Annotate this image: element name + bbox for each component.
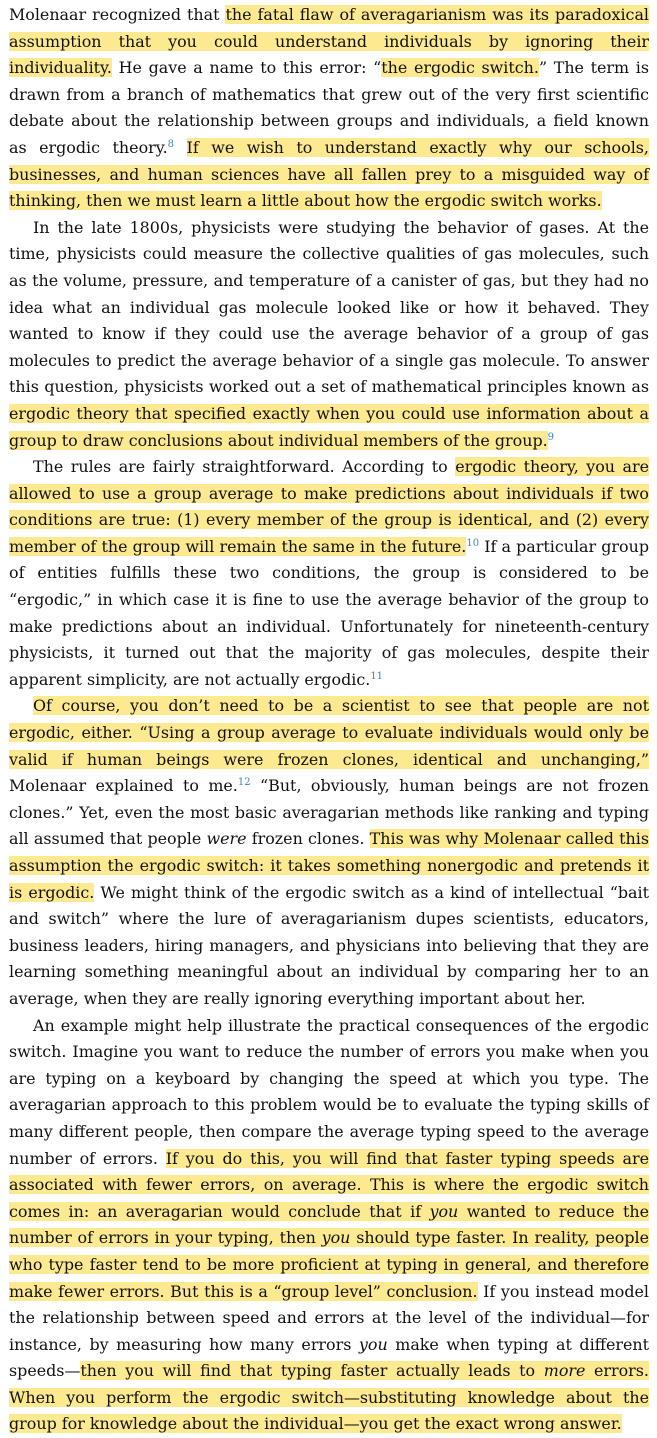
highlighted-text: If we wish to understand exactly why our schools, businesses, and human sciences have all fallen prey to a misguided way of thinking, then we must learn a little about how the ergodic switch works. xyxy=(9,137,649,211)
text-run: Molenaar recognized that xyxy=(9,5,226,24)
text-run: An example might help illustrate the practical consequences of the ergodic switch. Imagine you want to reduce the number of errors you make when you are typing on a keyboard by changing the speed at which you type. The averagarian approach to this problem would be to evaluate the typing skills of many different people, then compare the average typing speed to the average number of errors. xyxy=(9,1015,649,1168)
paragraph-4 xyxy=(9,693,649,1012)
highlighted-text: ergodic theory, you are allowed to use a group average to make predictions about individuals if two conditions are true: (1) every member of the group is identical, and (2) every member of the group will remain the same in the future. xyxy=(9,457,649,556)
highlighted-text: ergodic theory that specified exactly when you could use information about a group to draw conclusions about individual members of the group. xyxy=(9,403,649,450)
text-run: “But, obviously, human beings are not frozen clones.” Yet, even the most basic averagarian methods like ranking and typing all assumed that people xyxy=(9,776,650,849)
highlighted-text: If you do this, you will find that faster typing speeds are associated with fewer errors, on average. This is where the ergodic switch comes in: an averagarian would conclude that if xyxy=(9,1148,649,1221)
highlighted-text: errors. xyxy=(585,1361,649,1381)
highlighted-text: you xyxy=(429,1201,459,1221)
text-run xyxy=(174,138,187,157)
highlighted-text: you xyxy=(321,1228,351,1248)
paragraph-3 xyxy=(9,454,649,693)
text-run: Molenaar explained to me. xyxy=(9,776,238,796)
text-run: In the late 1800s, physicists were studying the behavior of gases. At the time, physicists could measure the collective qualities of gas molecules, such as the volume, pressure, and temperature of a canister of gas, but they had no idea what an individual gas molecule looked like or how it behaved. They wanted to know if they could use the average behavior of a group of gas molecules to predict the average behavior of a single gas molecule. To answer this question, physicists worked out a set of mathematical principles known as xyxy=(9,217,649,397)
text-run: If you instead model the relationship between speed and errors at the level of the individual—for instance, by measuring how many errors xyxy=(9,1281,649,1354)
footnote-ref[interactable]: 9 xyxy=(547,431,555,443)
highlighted-text: wanted to reduce the number of errors in your typing, then xyxy=(9,1201,649,1248)
text-run: We might think of the ergodic switch as a kind of intellectual “bait and switch” where the lure of averagarianism dupes scientists, educators, business leaders, hiring managers, and physicians into believing that they are learning something meaningful about an individual by comparing her to an average, when they are really ignoring everything important about her. xyxy=(9,882,650,1008)
paragraph-5 xyxy=(9,1013,649,1438)
text-run: make when typing at different speeds— xyxy=(9,1334,649,1381)
text-run: ” The term is drawn from a branch of mathematics that grew out of the very first scientific debate about the relationship between groups and individuals, a field known as ergodic theory. xyxy=(9,58,649,157)
paragraph-2 xyxy=(9,215,649,454)
footnote-ref[interactable]: 11 xyxy=(370,670,384,682)
footnote-ref[interactable]: 10 xyxy=(466,537,480,549)
text-run: He gave a name to this error: “ xyxy=(111,58,382,78)
highlighted-text: Of course, you don’t need to be a scientist to see that people are not ergodic, either. “Using a group average to evaluate individuals would only be valid if human beings were frozen clones, identical and unchanging,” xyxy=(9,696,649,769)
text-run: frozen clones. xyxy=(246,829,370,849)
text-run: were xyxy=(206,829,247,849)
footnote-ref[interactable]: 8 xyxy=(167,138,175,150)
highlighted-text: the ergodic switch. xyxy=(381,58,539,78)
text-run: you xyxy=(358,1334,388,1354)
highlighted-text: then you will find that typing faster actually leads to xyxy=(80,1361,544,1381)
highlighted-text: This was why Molenaar called this assumption the ergodic switch: it takes something nonergodic and pretends it is ergodic. xyxy=(9,829,649,902)
highlighted-text: should type faster. In reality, people who type faster tend to be more proficient at typing in general, and therefore make fewer errors. But this is a “group level” conclusion. xyxy=(9,1228,649,1301)
highlighted-text: When you perform the ergodic switch—substituting knowledge about the group for knowledge about the individual—you get the exact wrong answer. xyxy=(9,1387,649,1434)
text-run: The rules are fairly straightforward. According to xyxy=(33,457,456,477)
highlighted-text: more xyxy=(543,1361,586,1381)
footnote-ref[interactable]: 12 xyxy=(237,777,251,789)
paragraph-1 xyxy=(9,2,649,215)
text-run: If a particular group of entities fulfills these two conditions, the group is considered to be “ergodic,” in which case it is fine to use the average behavior of the group to make predictions about an individual. Unfortunately for nineteenth-century physicists, it turned out that the majority of gas molecules, despite their apparent simplicity, are not actually ergodic. xyxy=(9,536,650,689)
highlighted-text: the fatal flaw of averagarianism was its paradoxical assumption that you could understand individuals by ignoring their individuality. xyxy=(9,5,649,78)
